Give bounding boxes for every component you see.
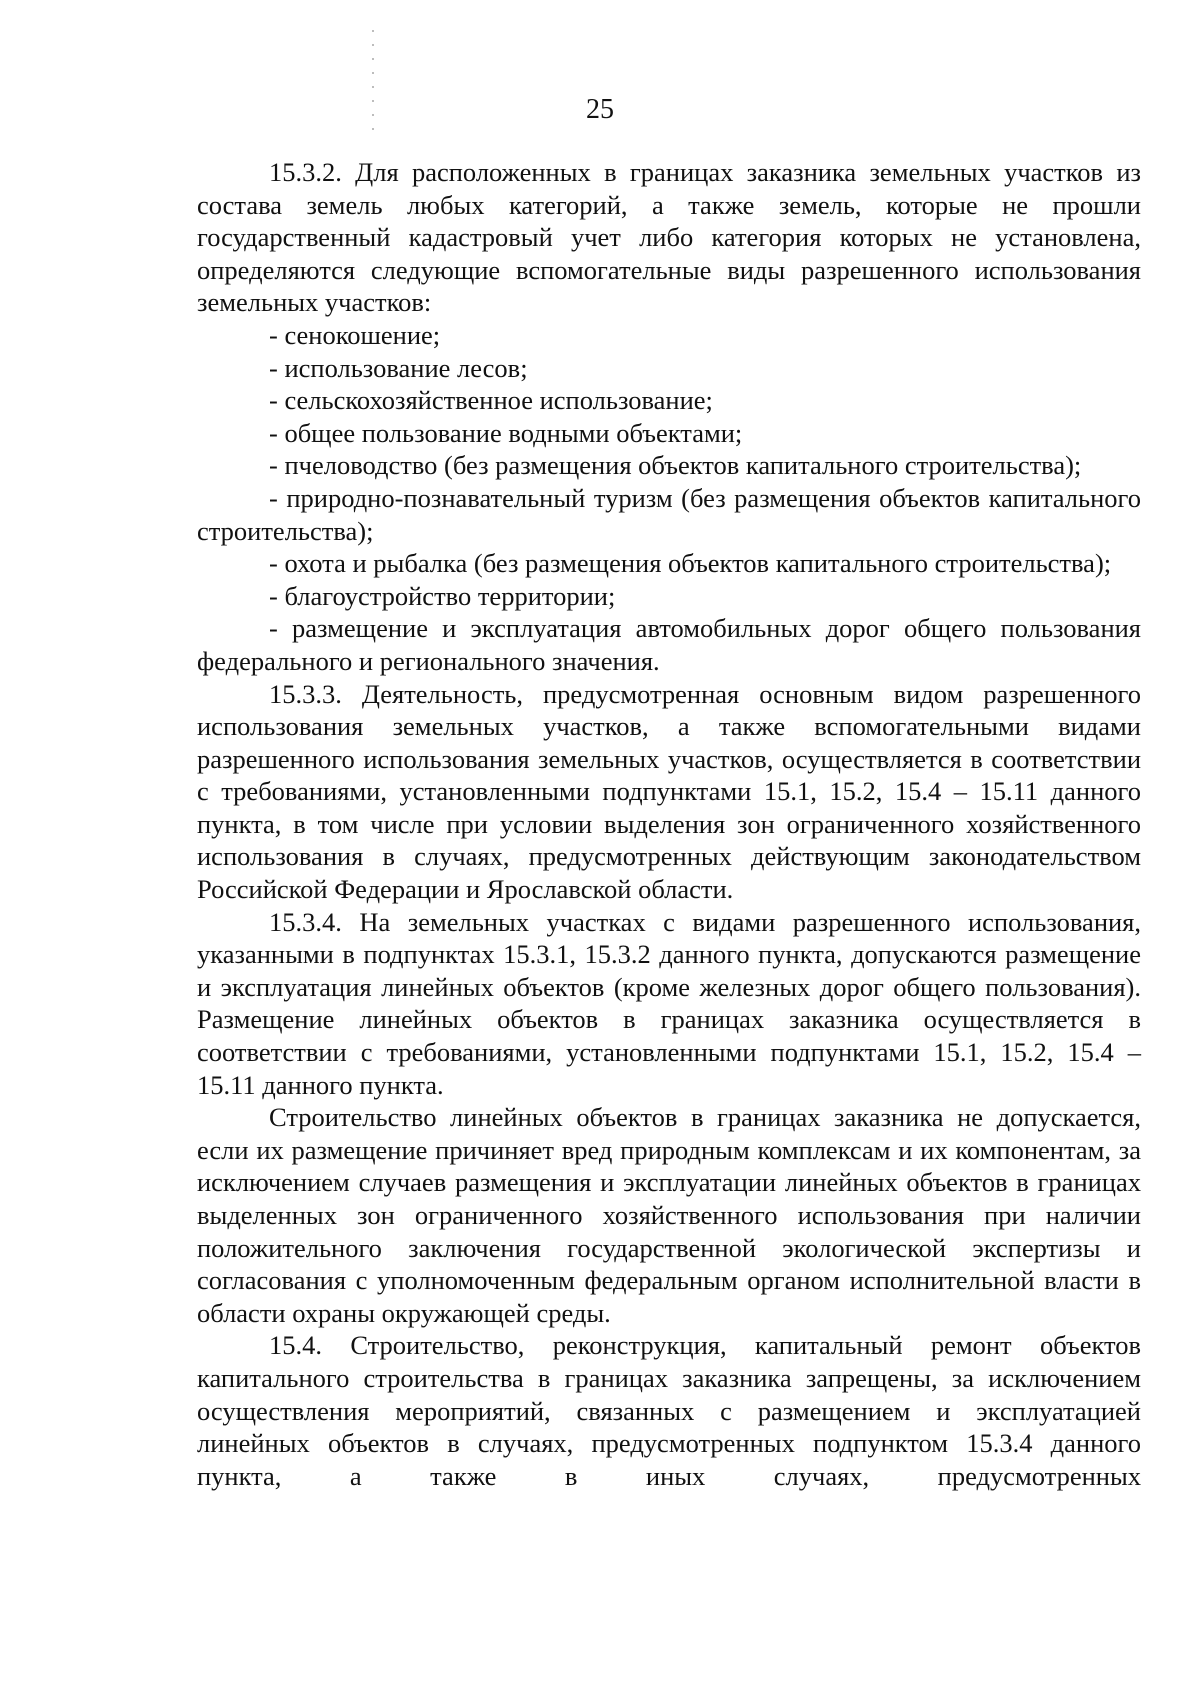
list-item-forest-use: - использование лесов; — [269, 352, 528, 383]
paragraph-15-4: 15.4. Строительство, реконструкция, капитальный ремонт объектов капитального строительства в границах заказника запрещены, за исключением осуществления мероприятий, связанных с размещением и эксплуатацией линейных объектов в случаях, предусмотренных подпунктом 15.3.4 данного пункта, а также в иных случаях, предусмотренных — [197, 1330, 1141, 1491]
list-item-roads: - размещение и эксплуатация автомобильных дорог общего пользования федерального и регионального значения. — [197, 613, 1141, 676]
list-item-eco-tourism: - природно-познавательный туризм (без размещения объектов капитального строительства); — [197, 482, 1141, 546]
paragraph-15-3-2: 15.3.2. Для расположенных в границах заказника земельных участков из состава земель любых категорий, а также земель, которые не прошли государственный кадастровый учет либо категория которых не установлена, определяются следующие вспомогательные виды разрешенного использования земельных участков: — [197, 157, 1141, 318]
list-item-landscaping: - благоустройство территории; — [269, 580, 616, 611]
paragraph-15-3-4: 15.3.4. На земельных участках с видами разрешенного использования, указанными в подпунктах 15.3.1, 15.3.2 данного пункта, допускаются размещение и эксплуатация линейных объектов (кроме железных дорог общего пользования). Размещение линейных объектов в границах заказника осуществляется в соответствии с требованиями, установленными подпунктами 15.1, 15.2, 15.4 – 15.11 данного пункта. — [197, 906, 1141, 1100]
document-body — [197, 156, 1141, 1492]
list-item-beekeeping: - пчеловодство (без размещения объектов капитального строительства); — [269, 450, 1082, 481]
paragraph-linear-construction: Строительство линейных объектов в границах заказника не допускается, если их размещение причиняет вред природным комплексам и их компонентам, за исключением случаев размещения и эксплуатации линейных объектов в границах выделенных зон ограниченного хозяйственного использования при наличии положительного заключения государственной экологической экспертизы и согласования с уполномоченным федеральным органом исполнительной власти в области охраны окружающей среды. — [197, 1102, 1141, 1328]
list-item-agricultural-use: - сельскохозяйственное использование; — [269, 385, 713, 416]
paragraph-15-3-3: 15.3.3. Деятельность, предусмотренная основным видом разрешенного использования земельных участков, а также вспомогательными видами разрешенного использования земельных участков, осуществляется в соответствии с требованиями, установленными подпунктами 15.1, 15.2, 15.4 – 15.11 данного пункта, в том числе при условии выделения зон ограниченного хозяйственного использования в случаях, предусмотренных действующим законодательством Российской Федерации и Ярославской области. — [197, 678, 1141, 905]
page-number: 25 — [586, 94, 614, 125]
list-item-hay-mowing: - сенокошение; — [269, 319, 441, 350]
list-item-hunting-fishing: - охота и рыбалка (без размещения объектов капитального строительства); — [269, 548, 1112, 579]
list-item-water-use: - общее пользование водными объектами; — [269, 417, 743, 448]
